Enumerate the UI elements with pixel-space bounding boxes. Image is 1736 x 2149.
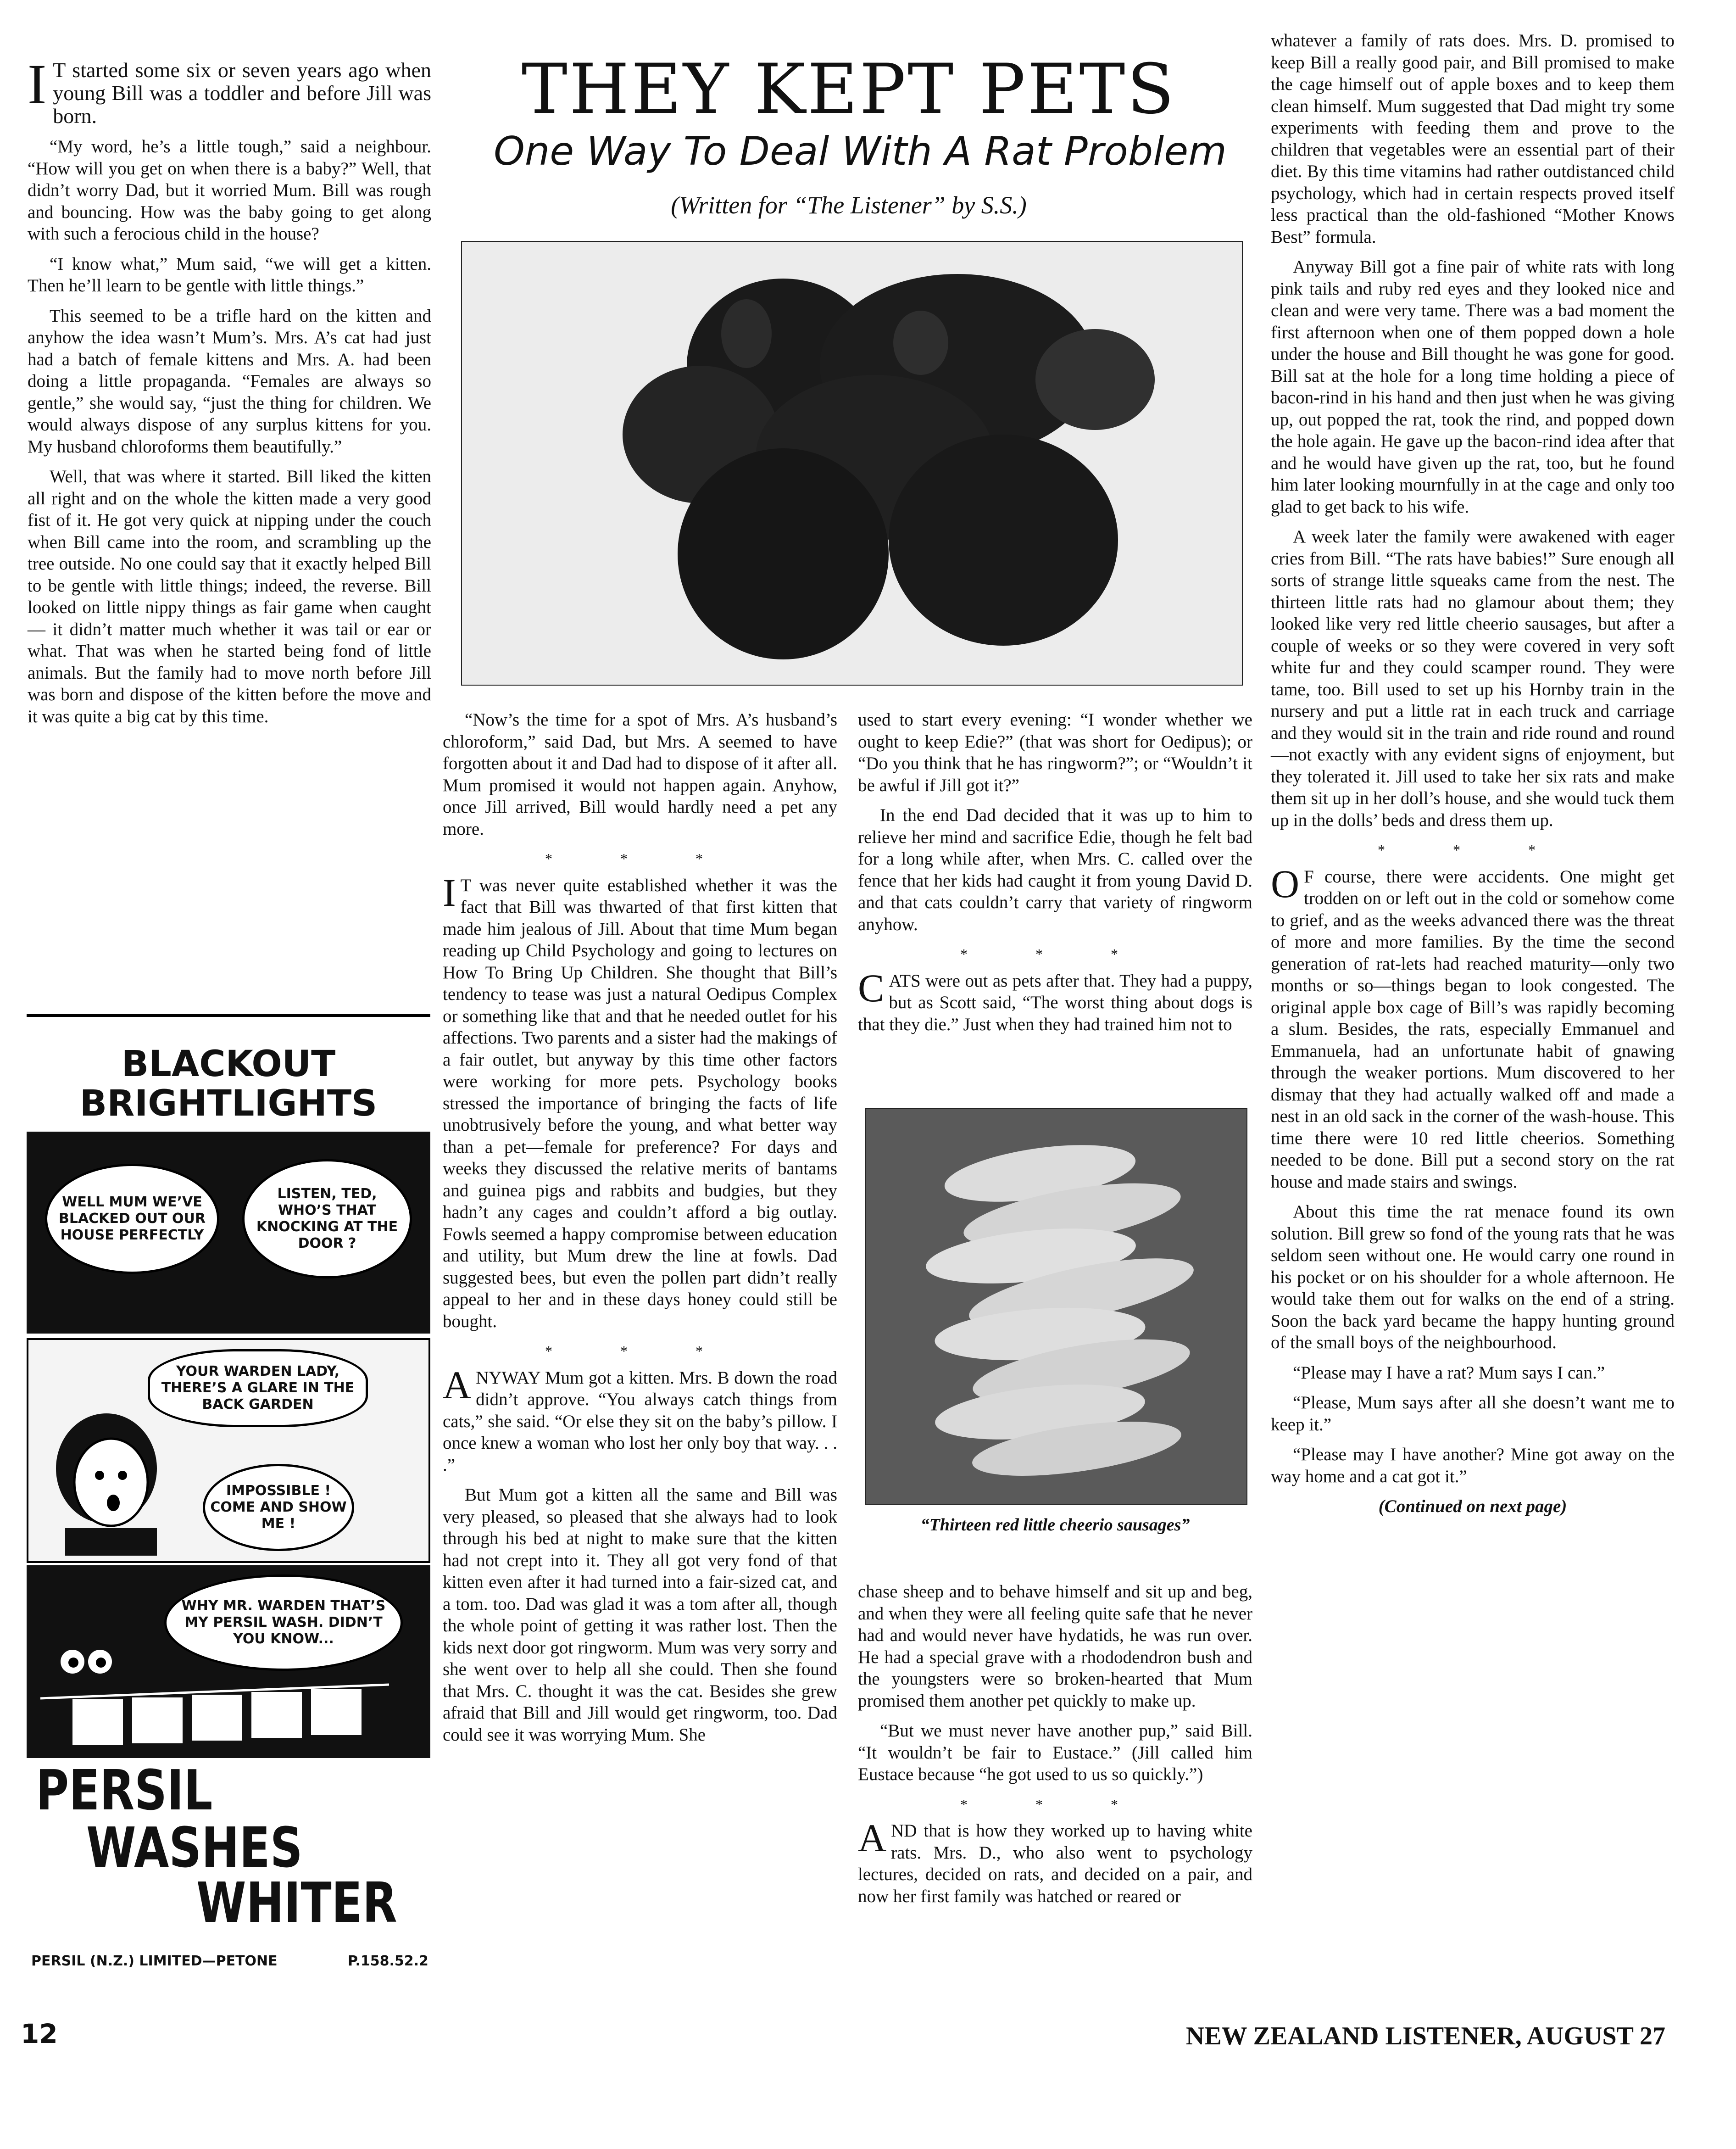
drop-cap: I <box>28 53 47 116</box>
paragraph: About this time the rat menace found its own solution. Bill grew so fond of the young rats that he was seldom seen without one. He would carry one round in his pocket or on his shoulder for a whole afternoon. He would take them out for walks on the end of a string. Soon the back yard became the happy hunting ground of the small boys of the neighbourhood. <box>1271 1202 1675 1352</box>
section-break: * * * <box>960 1796 1150 1813</box>
paragraph: “Please, Mum says after all she doesn’t want me to keep it.” <box>1271 1393 1675 1435</box>
section-break: * * * <box>545 850 735 867</box>
speech-bubble: IMPOSSIBLE ! COME AND SHOW ME ! <box>203 1464 354 1551</box>
ad-code: P.158.52.2 <box>348 1953 428 1969</box>
paragraph: chase sheep and to behave himself and sit up and beg, and when they were all feeling quite safe that he never had and would never have hydatids, he was run over. He had a special grave with a rhododendron bush and the youngsters were so broken-hearted that Mum promised them another pet quickly to make up. <box>858 1582 1252 1711</box>
paragraph: A week later the family were awakened with eager cries from Bill. “The rats have babies!” Sure enough all sorts of strange little squeaks came from the nest. The thirteen little rats had no glamour about them; they looked like very red little cheerio sausages, but after a couple of weeks or so they were covered in very soft white fur and they could scamper round. They were tame, too. Bill used to set up his Hornby train in the nursery and put a little rat in each truck and carriage and they would sit in the train and ride round and round—not exactly with any evident signs of enjoyment, but they tolerated it. Jill used to take her six rats and make them sit up in her doll’s house, and she would tuck them up in the dolls’ beds and dress them up. <box>1271 527 1675 830</box>
paragraph: “But we must never have another pup,” said Bill. “It wouldn’t be fair to Eustace.” (Jill called him Eustace because “he got used to us so quickly.”) <box>858 1721 1252 1784</box>
section-break: * * * <box>960 946 1150 962</box>
paragraph: used to start every evening: “I wonder whether we ought to keep Edie?” (that was short for Oedipus); or “Do you think that he has ringworm?”; or “Wouldn’t it be awful if Jill got it?” <box>858 710 1252 795</box>
paragraph: “Now’s the time for a spot of Mrs. A’s husband’s chloroform,” said Dad, but Mrs. A seemed to have forgotten about it and Dad had to dispose of it after all. Mum promised it would not happen again. Anyhow, once Jill arrived, Bill would hardly need a pet any more. <box>443 710 837 839</box>
persil-ad <box>27 1014 430 1990</box>
page-number: 12 <box>21 2018 58 2049</box>
section-break: * * * <box>545 1343 735 1359</box>
initial-cap: C <box>858 966 885 1010</box>
initial-cap: A <box>443 1362 472 1407</box>
article-title: THEY KEPT PETS <box>521 50 1176 129</box>
ad-panel-1 <box>27 1132 430 1334</box>
paragraph: Anyway Bill got a fine pair of white rats with long pink tails and ruby red eyes and they looked nice and clean and were very tame. There was a bad moment the first afternoon when one of them popped down a hole under the house and Bill thought he was gone for good. Bill sat at the hole for a long time holding a piece of bacon-rind in his hand and then just when he was giving up, out popped the rat, took the rind, and popped down the hole again. He gave up the bacon-rind idea after that and he would have given up the rat, too, but he found him later looking mournfully in at the cage and only too glad to get back to his wife. <box>1271 257 1675 517</box>
initial-cap: I <box>443 870 456 915</box>
paragraph: “Please may I have a rat? Mum says I can.” <box>1293 1362 1605 1383</box>
continued-note: (Continued on next page) <box>1378 1496 1567 1516</box>
paragraph: “Please may I have another? Mine got away on the way home and a cat got it.” <box>1271 1445 1675 1486</box>
rats-photo-caption: “Thirteen red little cheerio sausages” <box>920 1515 1190 1535</box>
article-subtitle: One Way To Deal With A Rat Problem <box>494 128 1227 174</box>
paragraph: “I know what,” Mum said, “we will get a kitten. Then he’ll learn to be gentle with little things.” <box>28 254 431 296</box>
paragraph: I T was never quite established whether it was the fact that Bill was thwarted of that first kitten that made him jealous of Jill. About that time Mum began reading up Child Psychology and going to lectures on How To Bring Up Children. She thought that Bill’s tendency to tease was just a natural Oedipus Complex or something like that and that he needed outlet for his affections. Two parents and a sister had the makings of a fair outlet, but anyway by this time other factors were working for more pets. Psychology books stressed the importance of bringing the facts of life unobtrusively before the young, and what better way than a pet—female for preference? For days and weeks they discussed the relative merits of bantams and guinea pigs and rabbits and budgies, but they hadn’t any cages and couldn’t afford a big outlay. Fowls seemed a happy compromise between education and utility, but Mum drew the line at fowls. Dad suggested bees, but even the pollen part didn’t really appeal to her and in these days honey could still be bought. <box>443 870 837 1331</box>
paragraph: “My word, he’s a little tough,” said a neighbour. “How will you get on when there is a baby?” Well, that didn’t worry Dad, but it worried Mum. Bill was rough and bouncing. How was the baby going to get along with such a ferocious child in the house? <box>28 137 431 244</box>
initial-cap: O <box>1271 861 1300 906</box>
ad-headline-2: BRIGHTLIGHTS <box>79 1083 378 1124</box>
section-break: * * * <box>1378 842 1568 858</box>
paragraph: Well, that was where it started. Bill liked the kitten all right and on the whole the kitten made a very good fist of it. He got very quick at nipping under the couch when Bill came into the room, and scrambling up the tree outside. No one could say that it exactly helped Bill to be gentle with little things; indeed, the reverse. Bill looked on little nippy things as fair game when caught — it didn’t matter much whether it was tail or ear or what. That was when he started being fond of little animals. But the family had to move north before Jill was born and dispose of the kitten before the move and it was quite a big cat by this time. <box>28 467 431 726</box>
ad-slogan-1: PERSIL <box>36 1759 213 1823</box>
ad-slogan-2: WASHES <box>86 1816 303 1880</box>
washing-line-illustration <box>40 1593 389 1749</box>
byline: (Written for “The Listener” by S.S.) <box>671 191 1027 219</box>
paragraph: But Mum got a kitten all the same and Bill was very pleased, so pleased that she always had to look through his bed at night to make sure that the kitten had not crept into it. They all got very fond of that kitten even after it had turned into a fair-sized cat, and a tom. too. Dad was glad it was a tom after all, though the whole point of getting it was rather lost. Then the kids next door got ringworm. Mum was very sorry and she went over to help all she could. Then she found that Mrs. C. thought it was the cat. Besides she grew afraid that Bill and Jill would get ringworm, too. Dad could see it was worrying Mum. She <box>443 1485 837 1745</box>
ad-panel-3 <box>27 1565 430 1758</box>
column-1 <box>28 53 431 736</box>
paragraph: CATS were out as pets after that. They had a puppy, but as Scott said, “The worst thing about dogs is that they die.” Just when they had trained him not to <box>858 966 1252 1034</box>
ad-panel-2 <box>27 1338 430 1563</box>
column-2 <box>443 709 837 1754</box>
ad-headline-1: BLACKOUT <box>121 1044 336 1085</box>
rats-photo <box>865 1108 1247 1505</box>
paragraph: AND that is how they worked up to having white rats. Mrs. D., who also went to psychology lectures, decided on rats, and decided on a pair, and now her first family was hatched or reared or <box>858 1816 1252 1906</box>
paragraph: In the end Dad decided that it was up to him to relieve her mind and sacrifice Edie, though he felt bad for a long while after, when Mrs. C. called over the fence that her kids had caught it from young David D. and that cats couldn’t carry that variety of ringworm anyhow. <box>858 805 1252 934</box>
paragraph: whatever a family of rats does. Mrs. D. promised to keep Bill a really good pair, and Bill promised to make the cage himself out of apple boxes and to keep them clean himself. Mum suggested that Dad might try some experiments with feeding them and prove to the children that vegetables were an essential part of their diet. By this time vitamins had rather outdistanced child psychology, which had in certain respects proved itself less practical than the old-fashioned “Mother Knows Best” formula. <box>1271 31 1675 247</box>
initial-cap: A <box>858 1816 887 1860</box>
masthead: NEW ZEALAND LISTENER, AUGUST 27 <box>1185 2022 1665 2050</box>
ad-company: PERSIL (N.Z.) LIMITED—PETONE <box>31 1953 278 1969</box>
intro-paragraph: I T started some six or seven years ago when young Bill was a toddler and before Jill was born. <box>28 53 431 128</box>
column-4 <box>1271 30 1675 1518</box>
woman-illustration <box>38 1404 175 1556</box>
speech-bubble: YOUR WARDEN LADY, THERE’S A GLARE IN THE BACK GARDEN <box>148 1349 368 1427</box>
rats-illustration <box>866 1109 1246 1504</box>
paragraph: ANYWAY Mum got a kitten. Mrs. B down the road didn’t approve. “You always catch things from cats,” she said. “Or else they sit on the baby’s pillow. I once knew a woman who lost her only boy that way. . . .” <box>443 1362 837 1475</box>
speech-bubble: WHY MR. WARDEN THAT’S MY PERSIL WASH. DIDN’T YOU KNOW... <box>164 1574 403 1671</box>
speech-bubble: LISTEN, TED, WHO’S THAT KNOCKING AT THE DOOR ? <box>242 1159 412 1278</box>
speech-bubble: WELL MUM WE’VE BLACKED OUT OUR HOUSE PERFECTLY <box>45 1164 219 1274</box>
column-3-continued <box>858 1581 1252 1915</box>
puppies-illustration <box>462 242 1242 685</box>
ad-slogan-3: WHITER <box>196 1871 397 1935</box>
paragraph: This seemed to be a trifle hard on the kitten and anyhow the idea wasn’t Mum’s. Mrs. A’s cat had just had a batch of female kittens and Mrs. A. had been doing a little propaganda. “Females are always so gentle,” she would say, “just the thing for children. We would always dispose of any surplus kittens for you. My husband chloroforms them beautifully.” <box>28 306 431 457</box>
puppies-photo <box>461 241 1243 686</box>
paragraph: O F course, there were accidents. One might get trodden on or left out in the cold or somehow come to grief, and as the weeks advanced there was the threat of more and more families. By the time the second generation of rat-lets had reached maturity—only two months or so—things began to look congested. The original apple box cage of Bill’s was rapidly becoming a slum. Besides, the rats, especially Emmanuel and Emmanuela, had an unfortunate habit of gnawing through the weaker portions. Mum discovered to her dismay that they had actually walked off and made a nest in an old sack in the corner of the wash-house. This time there were 10 red little cheerios. Something needed to be done. Bill put a second story on the rat house and made stairs and swings. <box>1271 861 1675 1192</box>
column-3 <box>858 709 1252 1044</box>
